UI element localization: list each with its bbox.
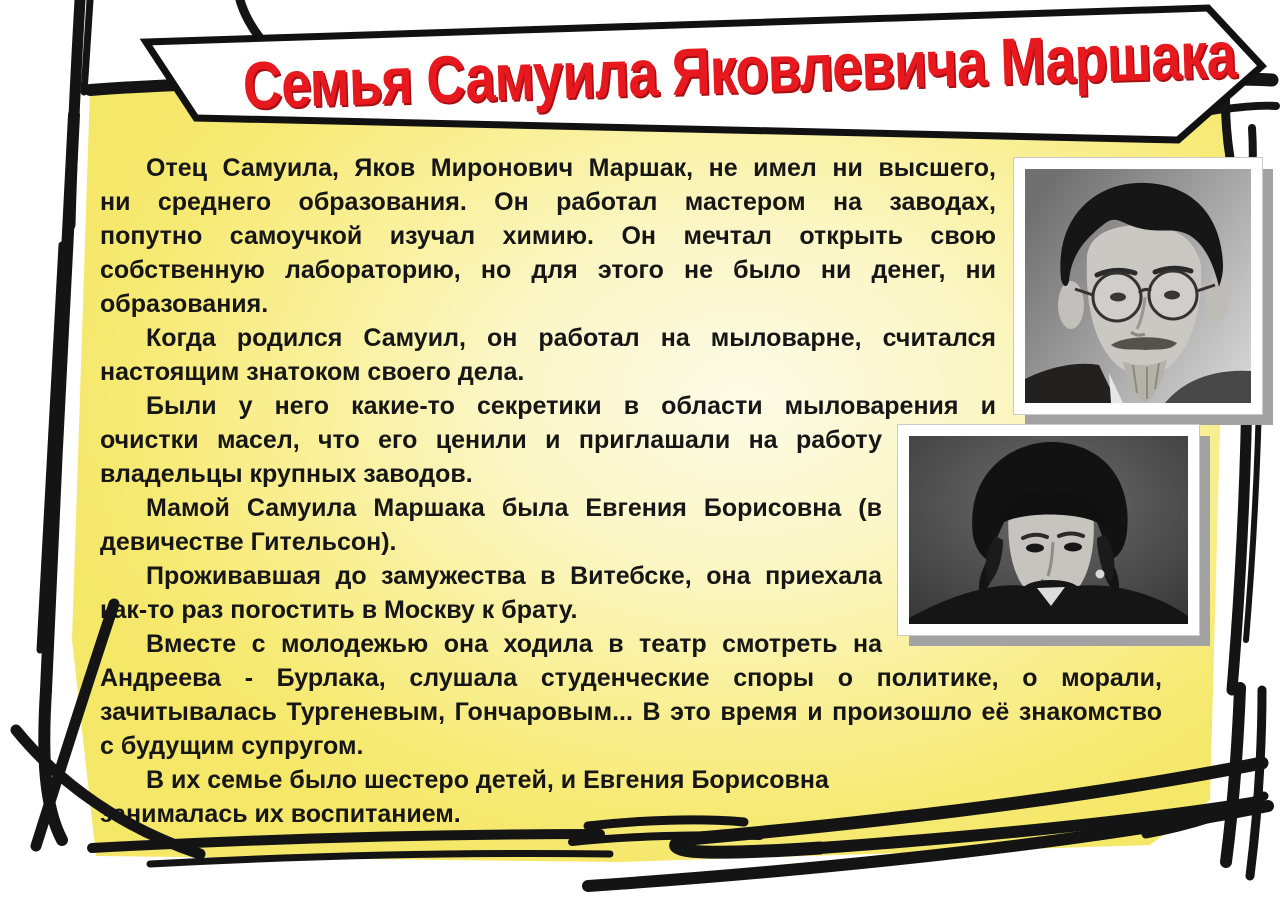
page-title: Семья Самуила Яковлевича Маршака — [241, 17, 1237, 123]
text-line: Отец Самуила, Яков Миронович Маршак, не имел ни высшего, — [146, 154, 996, 182]
photo-mother — [897, 424, 1200, 636]
text-line: занималась их воспитанием. — [100, 800, 461, 828]
text-line: девичестве Гительсон). — [100, 528, 397, 556]
text-line: зачитывалась Тургеневым, Гончаровым... В это время и произошло её знакомство — [100, 698, 1162, 726]
text-line: владельцы крупных заводов. — [100, 460, 473, 488]
text-line: Мамой Самуила Маршака была Евгения Борисовна (в — [146, 494, 882, 522]
text-line: Андреева - Бурлака, слушала студенческие споры о политике, о морали, — [100, 664, 1162, 692]
text-line: ни среднего образования. Он работал мастером на заводах, — [100, 188, 996, 216]
text-line: попутно самоучкой изучал химию. Он мечтал открыть свою — [100, 222, 996, 250]
mother-portrait-image — [909, 436, 1188, 624]
text-line: как-то раз погостить в Москву к брату. — [100, 596, 578, 624]
text-line: очистки масел, что его ценили и приглашали на работу — [100, 426, 882, 454]
text-line: с будущим супругом. — [100, 732, 364, 760]
text-line: Когда родился Самуил, он работал на мыловарне, считался — [146, 324, 996, 352]
text-line: Были у него какие-то секретики в области мыловарения и — [146, 392, 996, 420]
photo-father — [1013, 157, 1263, 415]
father-portrait-image — [1025, 169, 1251, 403]
text-line: Вместе с молодежью она ходила в театр смотреть на — [146, 630, 882, 658]
text-line: В их семье было шестеро детей, и Евгения Борисовна — [146, 766, 829, 794]
text-line: собственную лабораторию, но для этого не было ни денег, ни — [100, 256, 996, 284]
text-line: настоящим знатоком своего дела. — [100, 358, 525, 386]
text-line: образования. — [100, 290, 269, 318]
text-line: Проживавшая до замужества в Витебске, она приехала — [146, 562, 882, 590]
